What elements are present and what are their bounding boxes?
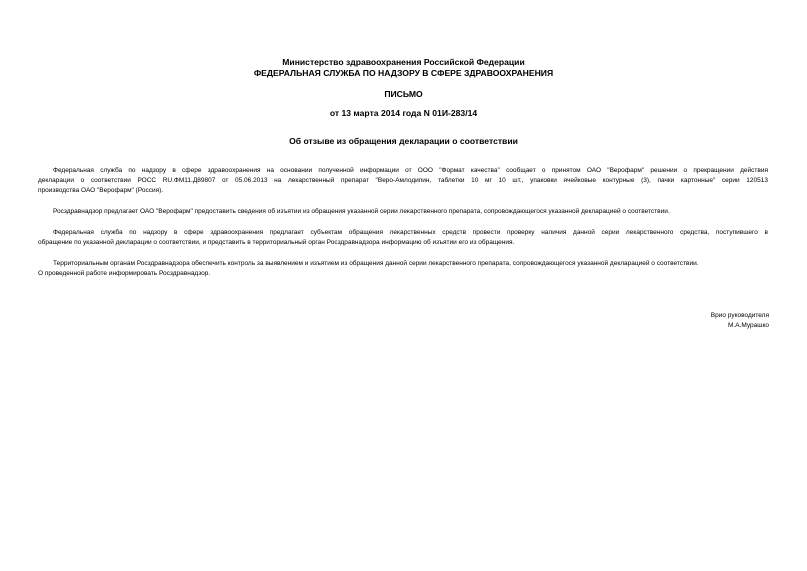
paragraph-2 [38, 207, 768, 217]
paragraph-2-line-1: Росздравнадзор предлагает ОАО "Верофарм" предоставить сведения об изъятии из обращения указанной серии лекарственного препарата, сопровождающегося указанной декларацией о соответствии. [53, 208, 670, 215]
paragraph-4-line-2: О проведенной работе информировать Росздравнадзор. [38, 270, 211, 277]
document-date-number: от 13 марта 2014 года N 01И-283/14 [329, 108, 478, 118]
document-type: ПИСЬМО [384, 89, 423, 99]
paragraph-1-line-3: производства ОАО "Верофарм" (Россия). [38, 187, 164, 194]
ministry-name: Министерство здравоохранения Российской Федерации [282, 57, 525, 67]
paragraph-4-line-1: Территориальным органам Росздравнадзора обеспечить контроль за выявлением и изъятием из обращения данной серии лекарственного препарата, сопровождающегося указанной декларацией о соответствии. [53, 260, 699, 267]
paragraph-3 [38, 228, 768, 248]
paragraph-1-line-2: декларации о соответствии РОСС RU.ФМ11.Д89807 от 05.06.2013 на лекарственный препарат "Веро-Амлодипин, таблетки 10 мг 10 шт., упаковки ячейковые контурные (3), пачки картонные" серии 120513 [38, 177, 768, 184]
service-name: ФЕДЕРАЛЬНАЯ СЛУЖБА ПО НАДЗОРУ В СФЕРЕ ЗДРАВООХРАНЕНИЯ [253, 68, 554, 78]
paragraph-1 [38, 166, 768, 196]
document-subject: Об отзыве из обращения декларации о соответствии [289, 136, 518, 146]
paragraph-3-line-1: Федеральная служба по надзору в сфере здравоохранения предлагает субъектам обращения лекарственных средств провести проверку наличия данной серии лекарственного средства, поступившего в [53, 229, 768, 236]
paragraph-3-line-2: обращение по указанной декларации о соответствии, и представить в территориальный орган Росздравнадзора информацию об изъятии его из обращения. [38, 239, 515, 246]
signature-name: М.А.Мурашко [727, 322, 769, 329]
paragraph-4 [38, 259, 768, 279]
signature-position: Врио руководителя [710, 312, 769, 319]
paragraph-1-line-1: Федеральная служба по надзору в сфере здравоохранения на основании полученной информации от ООО "Формат качества" сообщает о принятом ОАО "Верофарм" решении о прекращении действия [53, 167, 768, 174]
